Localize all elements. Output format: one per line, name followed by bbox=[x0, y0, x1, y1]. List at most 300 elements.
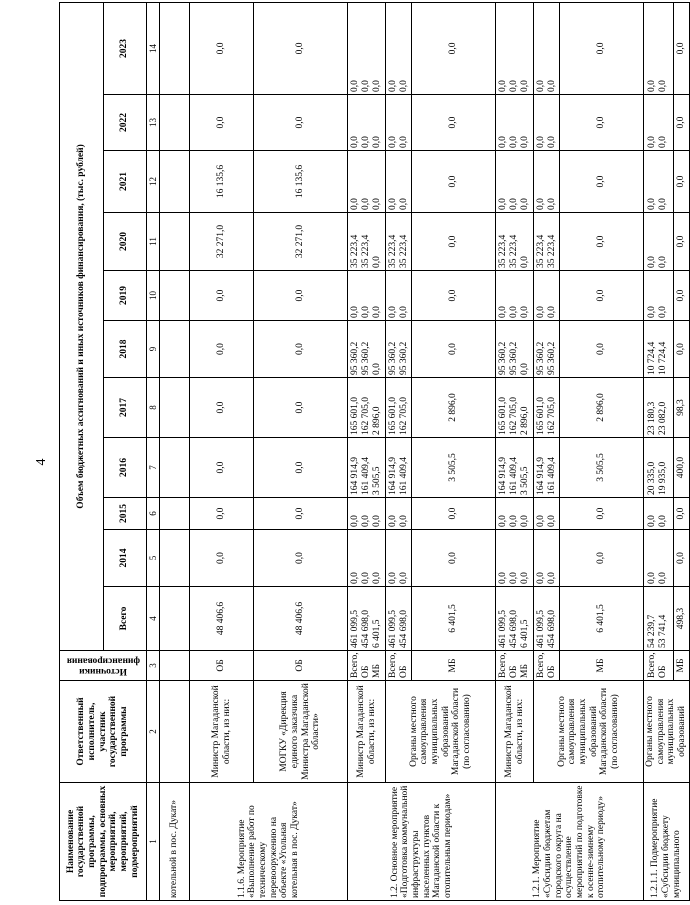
value-cell-line: 164 914,9 bbox=[350, 457, 361, 495]
value-cell-line: 0,0 bbox=[372, 572, 383, 584]
value-cell: 0,0 bbox=[190, 438, 254, 498]
value-cell-line: 454 698,0 bbox=[361, 610, 372, 648]
value-cell-line: 164 914,9 bbox=[387, 457, 398, 495]
value-cell: 48 406,6 bbox=[254, 587, 348, 651]
value-cell-line: 35 223,4 bbox=[509, 234, 520, 268]
empty-cell bbox=[160, 271, 190, 321]
value-cell-line: 10 724,4 bbox=[658, 341, 669, 375]
value-cell: 0,0 bbox=[673, 151, 689, 213]
value-cell bbox=[644, 378, 674, 438]
value-cell-line: 35 223,4 bbox=[535, 234, 546, 268]
empty-cell bbox=[160, 587, 190, 651]
value-cell-line: 95 360,2 bbox=[546, 341, 557, 375]
empty-cell bbox=[160, 651, 190, 681]
source-cell-line: Всего, bbox=[647, 652, 658, 678]
value-cell bbox=[496, 321, 534, 378]
value-cell bbox=[386, 530, 412, 587]
value-cell: 6 401,5 bbox=[560, 587, 644, 651]
value-cell bbox=[644, 498, 674, 530]
value-cell bbox=[386, 2, 412, 94]
column-number: 13 bbox=[147, 95, 160, 151]
value-cell-line: 95 360,2 bbox=[509, 341, 520, 375]
value-cell bbox=[386, 213, 412, 271]
value-cell: 0,0 bbox=[190, 95, 254, 151]
value-cell-line: 0,0 bbox=[647, 256, 658, 268]
value-cell bbox=[386, 498, 412, 530]
value-cell-line: 0,0 bbox=[398, 80, 409, 92]
value-cell bbox=[386, 378, 412, 438]
value-cell: 6 401,5 bbox=[412, 587, 496, 651]
table-row bbox=[190, 2, 254, 900]
value-cell: 0,0 bbox=[254, 498, 348, 530]
value-cell-line: 10 724,4 bbox=[647, 341, 658, 375]
value-cell-line: 0,0 bbox=[658, 198, 669, 210]
value-cell-line: 0,0 bbox=[647, 80, 658, 92]
value-cell bbox=[496, 498, 534, 530]
value-cell: 0,0 bbox=[673, 95, 689, 151]
value-cell bbox=[534, 213, 560, 271]
table-row bbox=[386, 2, 412, 900]
value-cell bbox=[496, 271, 534, 321]
source-cell bbox=[534, 651, 560, 681]
value-cell-line: 0,0 bbox=[658, 306, 669, 318]
source-cell-line: ОБ bbox=[658, 665, 669, 678]
value-cell bbox=[534, 95, 560, 151]
value-cell-line: 35 223,4 bbox=[398, 234, 409, 268]
column-number: 3 bbox=[147, 651, 160, 681]
row-name: 1.2. Основное мероприятие «Подготовка коммунальной инфраструктуры населенных пунктов Магаданской области к отопительным периодам» bbox=[348, 783, 496, 901]
value-cell-line: 0,0 bbox=[372, 136, 383, 148]
value-cell: 0,0 bbox=[673, 2, 689, 94]
value-cell-line: 0,0 bbox=[372, 515, 383, 527]
header-year-2014: 2014 bbox=[103, 530, 147, 587]
header-row-1 bbox=[60, 2, 104, 900]
empty-cell bbox=[160, 213, 190, 271]
value-cell-line: 0,0 bbox=[350, 80, 361, 92]
value-cell-line: 0,0 bbox=[647, 136, 658, 148]
value-cell-line: 0,0 bbox=[520, 136, 531, 148]
source-cell bbox=[496, 651, 534, 681]
value-cell-line: 0,0 bbox=[350, 198, 361, 210]
value-cell-line: 0,0 bbox=[498, 80, 509, 92]
value-cell bbox=[534, 530, 560, 587]
value-cell-line: 0,0 bbox=[398, 306, 409, 318]
value-cell bbox=[534, 587, 560, 651]
header-year-2018: 2018 bbox=[103, 321, 147, 378]
value-cell-line: 20 335,0 bbox=[647, 461, 658, 495]
value-cell bbox=[386, 587, 412, 651]
value-cell-line: 0,0 bbox=[387, 198, 398, 210]
header-executor: Ответственный исполнитель, участник государственной программы bbox=[60, 681, 147, 783]
value-cell bbox=[386, 438, 412, 498]
value-cell-line: 0,0 bbox=[398, 198, 409, 210]
value-cell-line: 95 360,2 bbox=[398, 341, 409, 375]
row-executor: Министр Магаданской области, из них: bbox=[348, 681, 386, 783]
source-cell: ОБ bbox=[190, 651, 254, 681]
value-cell: 0,0 bbox=[254, 95, 348, 151]
value-cell-line: 0,0 bbox=[350, 306, 361, 318]
row-name: 1.2.1.1. Подмероприятие «Субсидии бюджету муниципального bbox=[644, 783, 690, 901]
value-cell bbox=[496, 438, 534, 498]
column-numbers-row bbox=[147, 2, 160, 900]
empty-cell bbox=[160, 321, 190, 378]
value-cell-line: 0,0 bbox=[498, 136, 509, 148]
value-cell-line: 0,0 bbox=[658, 136, 669, 148]
column-number: 4 bbox=[147, 587, 160, 651]
value-cell-line: 0,0 bbox=[535, 198, 546, 210]
value-cell-line: 0,0 bbox=[387, 80, 398, 92]
value-cell-line: 23 180,3 bbox=[647, 401, 658, 435]
value-cell: 0,0 bbox=[190, 2, 254, 94]
value-cell: 0,0 bbox=[412, 151, 496, 213]
value-cell-line: 0,0 bbox=[520, 198, 531, 210]
value-cell bbox=[386, 151, 412, 213]
empty-cell bbox=[160, 151, 190, 213]
value-cell: 0,0 bbox=[412, 530, 496, 587]
value-cell bbox=[534, 378, 560, 438]
value-cell-line: 0,0 bbox=[658, 572, 669, 584]
value-cell bbox=[534, 321, 560, 378]
value-cell: 0,0 bbox=[560, 530, 644, 587]
value-cell-line: 23 082,0 bbox=[658, 401, 669, 435]
value-cell-line: 95 360,2 bbox=[535, 341, 546, 375]
source-cell-line: Всего, bbox=[498, 652, 509, 678]
value-cell-line: 0,0 bbox=[387, 306, 398, 318]
value-cell bbox=[496, 587, 534, 651]
value-cell: 0,0 bbox=[254, 378, 348, 438]
value-cell: 0,0 bbox=[254, 438, 348, 498]
value-cell-line: 0,0 bbox=[520, 515, 531, 527]
header-year-2023: 2023 bbox=[103, 2, 147, 94]
value-cell-line: 165 601,0 bbox=[535, 397, 546, 435]
value-cell: 3 505,5 bbox=[412, 438, 496, 498]
value-cell bbox=[644, 2, 674, 94]
source-cell-line: Всего, bbox=[535, 652, 546, 678]
value-cell bbox=[534, 2, 560, 94]
source-cell: МБ bbox=[412, 651, 496, 681]
value-cell: 0,0 bbox=[412, 271, 496, 321]
value-cell-line: 0,0 bbox=[498, 572, 509, 584]
value-cell-line: 0,0 bbox=[509, 306, 520, 318]
value-cell-line: 0,0 bbox=[498, 515, 509, 527]
value-cell-line: 0,0 bbox=[546, 572, 557, 584]
table-row bbox=[496, 2, 534, 900]
value-cell: 0,0 bbox=[673, 321, 689, 378]
source-cell bbox=[386, 651, 412, 681]
value-cell-line: 0,0 bbox=[535, 572, 546, 584]
value-cell-line: 0,0 bbox=[546, 136, 557, 148]
value-cell-line: 0,0 bbox=[361, 572, 372, 584]
value-cell-line: 161 409,4 bbox=[509, 457, 520, 495]
column-number: 1 bbox=[147, 783, 160, 901]
value-cell-line: 0,0 bbox=[520, 572, 531, 584]
header-year-2016: 2016 bbox=[103, 438, 147, 498]
rotated-page bbox=[59, 3, 687, 901]
value-cell: 0,0 bbox=[190, 321, 254, 378]
column-number: 12 bbox=[147, 151, 160, 213]
value-cell bbox=[644, 213, 674, 271]
value-cell: 0,0 bbox=[412, 498, 496, 530]
value-cell-line: 0,0 bbox=[658, 80, 669, 92]
value-cell-line: 3 505,5 bbox=[372, 466, 383, 495]
empty-cell bbox=[160, 498, 190, 530]
value-cell: 0,0 bbox=[190, 530, 254, 587]
value-cell-line: 161 409,4 bbox=[546, 457, 557, 495]
value-cell bbox=[534, 438, 560, 498]
value-cell: 16 135,6 bbox=[190, 151, 254, 213]
value-cell: 0,0 bbox=[560, 321, 644, 378]
value-cell-line: 0,0 bbox=[509, 515, 520, 527]
row-name: котельной в пос. Дукат» bbox=[160, 783, 190, 901]
value-cell bbox=[348, 213, 386, 271]
value-cell bbox=[348, 151, 386, 213]
value-cell-line: 0,0 bbox=[398, 572, 409, 584]
value-cell-line: 461 099,5 bbox=[387, 610, 398, 648]
value-cell-line: 0,0 bbox=[520, 80, 531, 92]
source-cell-line: ОБ bbox=[398, 665, 409, 678]
empty-cell bbox=[160, 378, 190, 438]
value-cell-line: 95 360,2 bbox=[350, 341, 361, 375]
value-cell bbox=[496, 151, 534, 213]
header-name: Наименование государственной программы, подпрограммы, основных мероприятий, мероприятий, подмероприятий bbox=[60, 783, 147, 901]
value-cell-line: 0,0 bbox=[350, 136, 361, 148]
value-cell-line: 35 223,4 bbox=[387, 234, 398, 268]
value-cell: 0,0 bbox=[254, 271, 348, 321]
value-cell: 0,0 bbox=[560, 95, 644, 151]
column-number: 2 bbox=[147, 681, 160, 783]
value-cell bbox=[644, 95, 674, 151]
value-cell: 0,0 bbox=[254, 530, 348, 587]
value-cell-line: 0,0 bbox=[658, 515, 669, 527]
value-cell-line: 164 914,9 bbox=[498, 457, 509, 495]
value-cell-line: 461 099,5 bbox=[498, 610, 509, 648]
value-cell-line: 165 601,0 bbox=[387, 397, 398, 435]
value-cell bbox=[644, 151, 674, 213]
value-cell bbox=[496, 378, 534, 438]
value-cell-line: 54 239,7 bbox=[647, 614, 658, 648]
value-cell-line: 162 705,0 bbox=[509, 397, 520, 435]
value-cell bbox=[534, 271, 560, 321]
value-cell-line: 0,0 bbox=[498, 198, 509, 210]
value-cell-line: 0,0 bbox=[658, 256, 669, 268]
column-number: 8 bbox=[147, 378, 160, 438]
value-cell-line: 0,0 bbox=[387, 136, 398, 148]
empty-cell bbox=[160, 95, 190, 151]
value-cell-line: 19 935,0 bbox=[658, 461, 669, 495]
source-cell: МБ bbox=[560, 651, 644, 681]
row-name: 1.1.6. Мероприятие «Выполнение работ по техническому перевооружению на объекте «Угольная котельная в пос. Дукат» bbox=[190, 783, 348, 901]
value-cell-line: 461 099,5 bbox=[535, 610, 546, 648]
value-cell bbox=[348, 378, 386, 438]
header-source: Источники финансирования bbox=[60, 651, 147, 681]
value-cell: 98,3 bbox=[673, 378, 689, 438]
value-cell-line: 0,0 bbox=[546, 306, 557, 318]
value-cell: 32 271,0 bbox=[254, 213, 348, 271]
column-number: 6 bbox=[147, 498, 160, 530]
column-number: 10 bbox=[147, 271, 160, 321]
value-cell-line: 0,0 bbox=[520, 363, 531, 375]
value-cell-line: 165 601,0 bbox=[350, 397, 361, 435]
value-cell-line: 2 896,0 bbox=[520, 406, 531, 435]
row-executor bbox=[160, 681, 190, 783]
value-cell-line: 3 505,5 bbox=[520, 466, 531, 495]
row-executor: Министр Магаданской области, из них: bbox=[496, 681, 534, 783]
value-cell-line: 0,0 bbox=[647, 306, 658, 318]
value-cell-line: 35 223,4 bbox=[361, 234, 372, 268]
value-cell-line: 95 360,2 bbox=[361, 341, 372, 375]
value-cell-line: 35 223,4 bbox=[350, 234, 361, 268]
value-cell-line: 0,0 bbox=[372, 198, 383, 210]
row-executor: Органы местного самоуправления муниципальных образований bbox=[644, 681, 690, 783]
value-cell-line: 0,0 bbox=[372, 363, 383, 375]
value-cell: 0,0 bbox=[673, 271, 689, 321]
value-cell-line: 0,0 bbox=[361, 80, 372, 92]
value-cell: 0,0 bbox=[254, 321, 348, 378]
value-cell bbox=[348, 438, 386, 498]
row-executor: Министр Магаданской области, из них: bbox=[190, 681, 254, 783]
value-cell-line: 0,0 bbox=[361, 515, 372, 527]
value-cell bbox=[386, 95, 412, 151]
table-row bbox=[644, 2, 674, 900]
value-cell-line: 161 409,4 bbox=[398, 457, 409, 495]
value-cell: 2 896,0 bbox=[560, 378, 644, 438]
value-cell-line: 0,0 bbox=[361, 136, 372, 148]
value-cell-line: 0,0 bbox=[546, 80, 557, 92]
source-cell-line: ОБ bbox=[361, 665, 372, 678]
value-cell-line: 0,0 bbox=[372, 256, 383, 268]
value-cell bbox=[496, 95, 534, 151]
value-cell: 0,0 bbox=[560, 498, 644, 530]
value-cell bbox=[644, 438, 674, 498]
empty-cell bbox=[160, 530, 190, 587]
value-cell-line: 0,0 bbox=[535, 80, 546, 92]
value-cell bbox=[348, 95, 386, 151]
value-cell bbox=[348, 321, 386, 378]
value-cell: 0,0 bbox=[412, 2, 496, 94]
value-cell-line: 35 223,4 bbox=[546, 234, 557, 268]
value-cell-line: 0,0 bbox=[647, 572, 658, 584]
value-cell: 400,0 bbox=[673, 438, 689, 498]
header-total: Всего bbox=[103, 587, 147, 651]
row-executor: Органы местного самоуправления муниципальных образований Магаданской области (по согласованию) bbox=[386, 681, 496, 783]
value-cell bbox=[644, 530, 674, 587]
header-year-2017: 2017 bbox=[103, 378, 147, 438]
value-cell: 0,0 bbox=[673, 498, 689, 530]
column-number: 14 bbox=[147, 2, 160, 94]
table-row bbox=[348, 2, 386, 900]
value-cell bbox=[534, 151, 560, 213]
value-cell-line: 0,0 bbox=[520, 256, 531, 268]
value-cell: 498,3 bbox=[673, 587, 689, 651]
value-cell bbox=[348, 530, 386, 587]
value-cell-line: 0,0 bbox=[398, 515, 409, 527]
value-cell-line: 95 360,2 bbox=[498, 341, 509, 375]
value-cell: 0,0 bbox=[560, 213, 644, 271]
value-cell-line: 0,0 bbox=[520, 306, 531, 318]
value-cell-line: 0,0 bbox=[647, 515, 658, 527]
value-cell-line: 0,0 bbox=[387, 515, 398, 527]
value-cell bbox=[644, 271, 674, 321]
value-cell: 0,0 bbox=[190, 498, 254, 530]
value-cell-line: 0,0 bbox=[509, 136, 520, 148]
value-cell-line: 461 099,5 bbox=[350, 610, 361, 648]
value-cell-line: 162 705,0 bbox=[361, 397, 372, 435]
value-cell-line: 162 705,0 bbox=[546, 397, 557, 435]
funding-table bbox=[59, 2, 690, 901]
value-cell bbox=[496, 2, 534, 94]
value-cell-line: 35 223,4 bbox=[498, 234, 509, 268]
value-cell: 0,0 bbox=[412, 95, 496, 151]
source-cell-line: МБ bbox=[372, 664, 383, 678]
value-cell bbox=[348, 2, 386, 94]
value-cell: 32 271,0 bbox=[190, 213, 254, 271]
value-cell-line: 0,0 bbox=[535, 515, 546, 527]
value-cell-line: 162 705,0 bbox=[398, 397, 409, 435]
value-cell-line: 0,0 bbox=[387, 572, 398, 584]
source-cell-line: Всего, bbox=[387, 652, 398, 678]
column-number: 7 bbox=[147, 438, 160, 498]
value-cell: 0,0 bbox=[673, 213, 689, 271]
value-cell: 0,0 bbox=[560, 271, 644, 321]
value-cell: 0,0 bbox=[190, 271, 254, 321]
value-cell-line: 0,0 bbox=[372, 306, 383, 318]
table-row bbox=[534, 2, 560, 900]
value-cell-line: 0,0 bbox=[350, 572, 361, 584]
value-cell-line: 454 698,0 bbox=[509, 610, 520, 648]
value-cell bbox=[644, 321, 674, 378]
value-cell: 0,0 bbox=[412, 321, 496, 378]
value-cell: 0,0 bbox=[673, 530, 689, 587]
value-cell-line: 0,0 bbox=[398, 136, 409, 148]
row-name: 1.2.1. Мероприятие «Субсидии бюджетам городского округа на осуществление мероприятий по подготовке к осенне-зимнему отопительному периоду» bbox=[496, 783, 644, 901]
value-cell-line: 53 741,4 bbox=[658, 614, 669, 648]
column-number: 5 bbox=[147, 530, 160, 587]
value-cell-line: 0,0 bbox=[361, 306, 372, 318]
value-cell-line: 454 698,0 bbox=[398, 610, 409, 648]
source-cell-line: МБ bbox=[520, 664, 531, 678]
value-cell-line: 0,0 bbox=[509, 572, 520, 584]
value-cell: 0,0 bbox=[190, 378, 254, 438]
page-number: 4 bbox=[34, 458, 49, 466]
source-cell-line: ОБ bbox=[509, 665, 520, 678]
table-row bbox=[254, 2, 348, 900]
value-cell bbox=[348, 271, 386, 321]
value-cell-line: 0,0 bbox=[546, 198, 557, 210]
value-cell-line: 164 914,9 bbox=[535, 457, 546, 495]
source-cell-line: Всего, bbox=[350, 652, 361, 678]
value-cell bbox=[644, 587, 674, 651]
source-cell: ОБ bbox=[254, 651, 348, 681]
value-cell bbox=[348, 498, 386, 530]
value-cell: 48 406,6 bbox=[190, 587, 254, 651]
value-cell bbox=[496, 213, 534, 271]
empty-cell bbox=[160, 2, 190, 94]
column-number: 9 bbox=[147, 321, 160, 378]
source-cell bbox=[348, 651, 386, 681]
value-cell-line: 0,0 bbox=[546, 515, 557, 527]
empty-cell bbox=[160, 438, 190, 498]
value-cell bbox=[386, 321, 412, 378]
header-year-2022: 2022 bbox=[103, 95, 147, 151]
source-cell bbox=[644, 651, 674, 681]
value-cell bbox=[386, 271, 412, 321]
value-cell bbox=[496, 530, 534, 587]
value-cell-line: 0,0 bbox=[350, 515, 361, 527]
row-executor: Органы местного самоуправления муниципальных образований Магаданской области (по согласованию) bbox=[534, 681, 644, 783]
header-year-2020: 2020 bbox=[103, 213, 147, 271]
value-cell: 0,0 bbox=[254, 2, 348, 94]
header-year-2019: 2019 bbox=[103, 271, 147, 321]
